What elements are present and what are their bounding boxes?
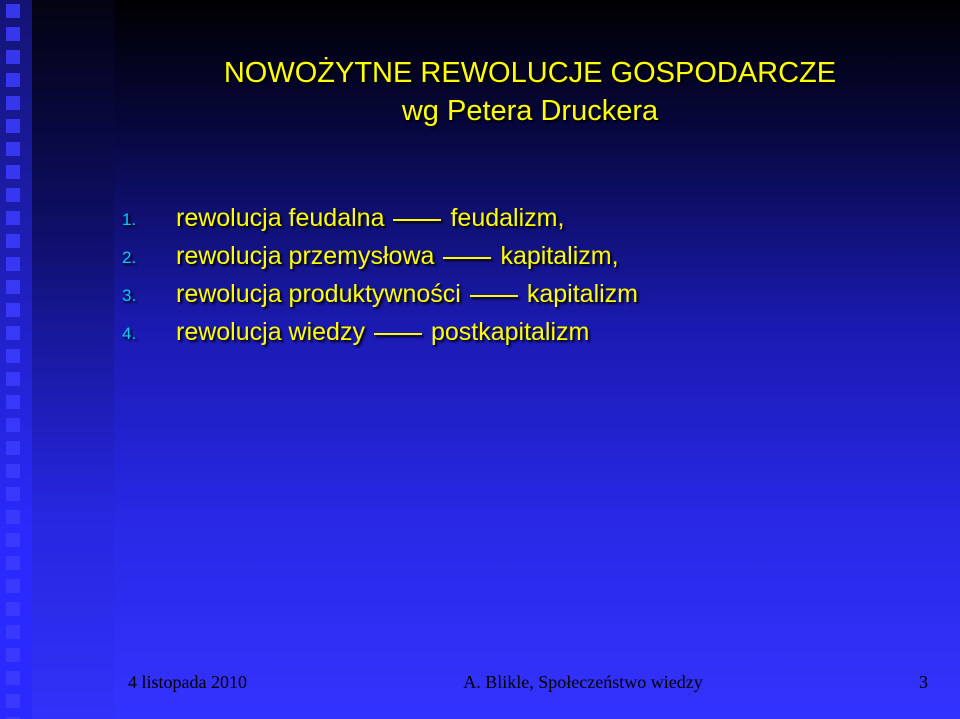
list-item-system: kapitalizm, bbox=[500, 241, 619, 270]
arrow-dash-icon bbox=[374, 333, 422, 335]
square-pattern-decoration bbox=[6, 4, 20, 719]
list-item bbox=[122, 275, 638, 313]
list-item-revolution: rewolucja wiedzy bbox=[176, 317, 365, 346]
footer-page-number: 3 bbox=[918, 671, 928, 692]
list-item-revolution: rewolucja przemysłowa bbox=[176, 241, 435, 270]
list-item-number: 1. bbox=[122, 210, 137, 229]
list-item-revolution: rewolucja produktywności bbox=[176, 279, 461, 308]
slide-title: NOWOŻYTNE REWOLUCJE GOSPODARCZE bbox=[223, 57, 837, 89]
list-item bbox=[122, 237, 638, 275]
side-band-decoration bbox=[32, 0, 114, 719]
list-item-system: postkapitalizm bbox=[430, 317, 590, 346]
list-item-number: 2. bbox=[122, 248, 137, 267]
list-item-number: 4. bbox=[122, 324, 137, 343]
arrow-dash-icon bbox=[470, 295, 518, 297]
list-item-number: 3. bbox=[122, 286, 137, 305]
list-item-revolution: rewolucja feudalna bbox=[176, 203, 385, 232]
list-item-system: kapitalizm bbox=[526, 279, 639, 308]
slide-subtitle: wg Petera Druckera bbox=[401, 95, 659, 127]
revolution-list bbox=[122, 199, 638, 351]
arrow-dash-icon bbox=[443, 257, 491, 259]
footer-author: A. Blikle, Społeczeństwo wiedzy bbox=[463, 671, 703, 692]
slide-footer bbox=[128, 669, 928, 695]
list-item bbox=[122, 199, 638, 237]
footer-date: 4 listopada 2010 bbox=[128, 671, 247, 692]
list-item-system: feudalizm, bbox=[450, 203, 565, 232]
side-strip-decoration bbox=[0, 0, 32, 719]
list-item bbox=[122, 313, 638, 351]
arrow-dash-icon bbox=[393, 219, 441, 221]
